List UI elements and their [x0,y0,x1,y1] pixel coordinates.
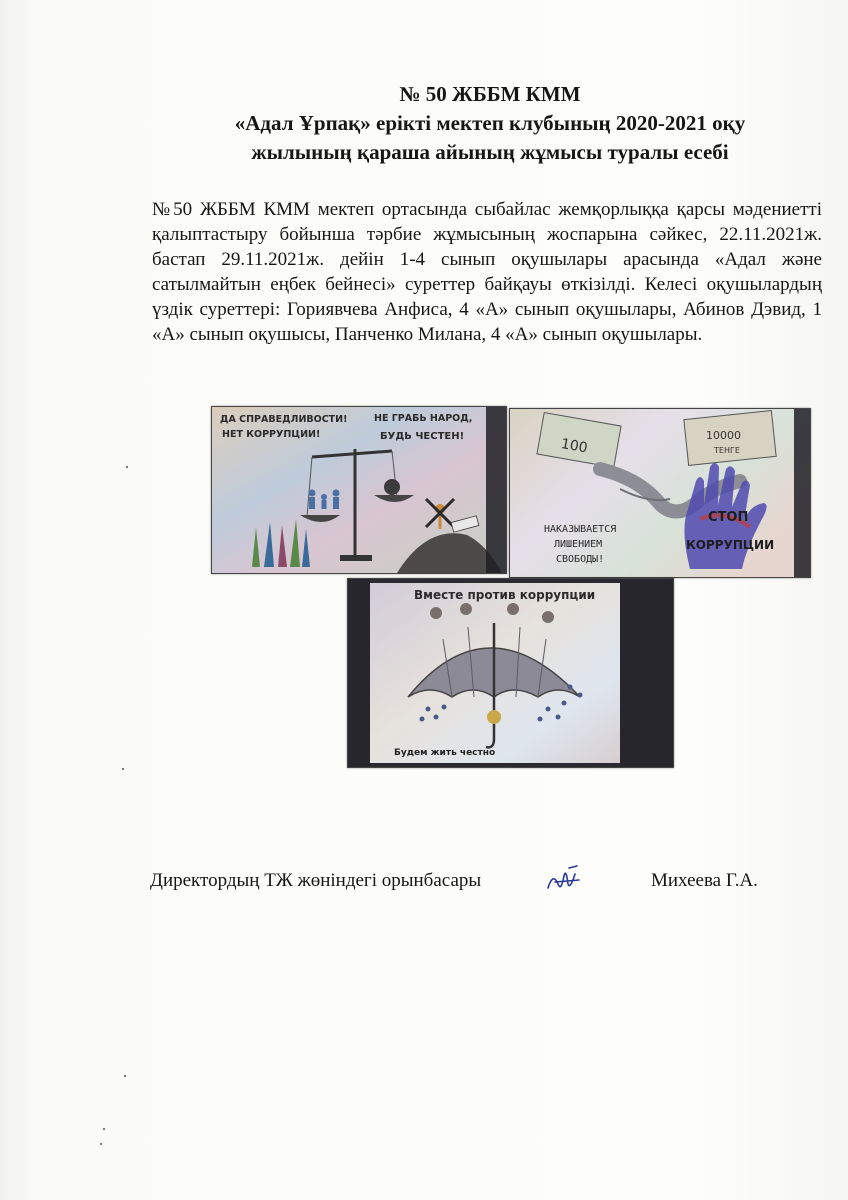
drawing-umbrella-image [348,579,673,767]
scan-speck [126,466,128,468]
drawing2-corruption-label: КОРРУПЦИИ [686,538,775,552]
signature-position: Директордың ТЖ жөніндегі орынбасары [150,870,482,891]
scan-speck [122,768,124,770]
drawing1-slogan-3: НЕ ГРАБЬ НАРОД, [374,413,473,424]
drawing1-slogan-1: ДА СПРАВЕДЛИВОСТИ! [220,414,348,425]
banknote-10000-icon [684,411,776,466]
drawing3-title: Вместе против коррупции [414,588,596,602]
scan-speck [124,1075,126,1077]
scan-speck [103,1128,105,1130]
drawing2-stop-label: СТОП [708,510,749,525]
banknote-currency-label: ТЕНГЕ [714,446,740,455]
title-line-2: «Адал Ұрпақ» ерікті мектеп клубының 2020-2021 оқу [234,111,746,135]
signatory-name: Михеева Г.А. [651,870,758,891]
drawing-photo-stop-corruption [509,408,811,578]
drawing-photo-umbrella [347,578,674,768]
drawing2-text-2: ЛИШЕНИЕМ [554,539,603,550]
drawing2-text-1: НАКАЗЫВАЕТСЯ [544,524,617,535]
drawing-justice-image [212,407,506,573]
report-paragraph: №50 ЖББМ КММ мектеп ортасында сыбайлас жемқорлыққа қарсы мәдениетті қалыптастыру бойынша тәрбие жұмысының жоспарына сәйкес, 22.11.2021ж. бастап 29.11.2021ж. дейін 1-4 сынып оқушылары арасында «Адал және сатылмайтын еңбек бейнесі» суреттер байқауы өткізілді. Келесі оқушылардың үздік суреттері: Гориявчева Анфиса, 4 «А» сынып оқушылары, Абинов Дэвид, 1 «А» сынып оқушысы, Панченко Милана, 4 «А» сынып оқушылары. [152,199,822,345]
drawing2-text-3: СВОБОДЫ! [556,554,605,565]
title-line-3: жылының қараша айының жұмысы туралы есебі [251,140,729,164]
sun-icon [487,710,501,724]
title-line-1: № 50 ЖББМ КММ [399,82,581,106]
drawing1-slogan-2: НЕТ КОРРУПЦИИ! [222,429,321,440]
scan-speck [100,1143,102,1145]
drawing-photo-justice [211,406,507,574]
drawing1-slogan-4: БУДЬ ЧЕСТЕН! [380,431,465,442]
document-title [150,80,830,167]
banknote-100-label: 100 [559,436,589,457]
drawing3-bottom-text: Будем жить честно [394,748,496,758]
banknote-10000-label: 10000 [706,429,741,442]
drawing-stop-image [510,409,810,577]
handwritten-signature [545,862,583,896]
